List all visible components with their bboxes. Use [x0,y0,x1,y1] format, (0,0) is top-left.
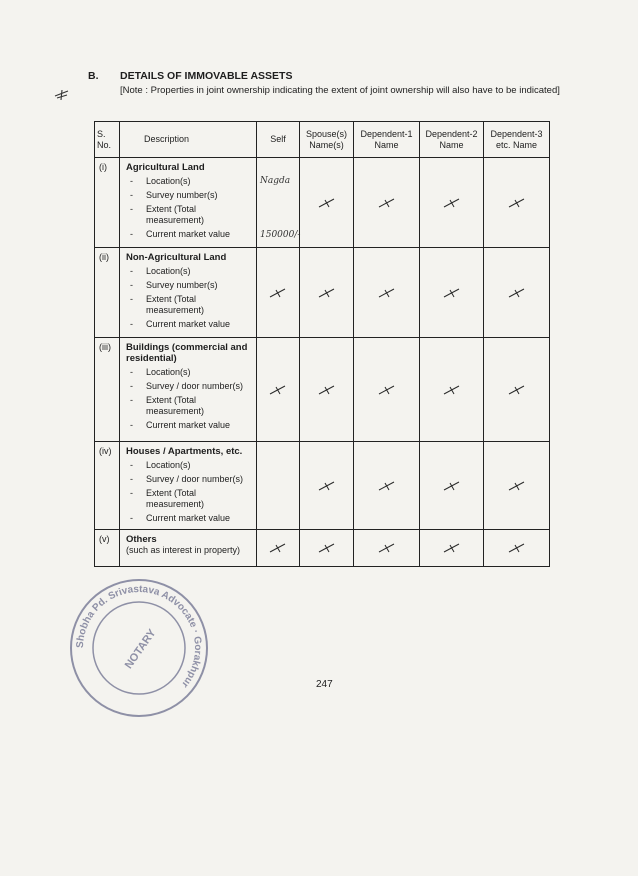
dash-mark-icon [267,382,289,398]
dependent-1-cell [354,158,420,248]
list-item: - Extent (Total measurement) [126,395,254,417]
dash-mark-icon [376,382,398,398]
header-description: Description [120,122,257,158]
immovable-assets-table [94,121,550,567]
list-item: - Location(s) [126,367,254,378]
list-item: - Current market value [126,229,254,240]
row-description [120,158,257,248]
dash-mark-icon [376,285,398,301]
list-item: - Extent (Total measurement) [126,294,254,316]
section-title: DETAILS OF IMMOVABLE ASSETS [120,70,293,82]
list-item: - Survey / door number(s) [126,381,254,392]
handwritten-value: 150000/- [260,230,301,240]
list-item: - Location(s) [126,176,254,187]
header-sno: S. No. [95,122,120,158]
dash-mark-icon [441,285,463,301]
dash-mark-icon [506,382,528,398]
page-number: 247 [316,679,333,690]
spouse-cell [300,248,354,338]
row-sno: (iv) [95,442,120,530]
row-sno: (v) [95,530,120,567]
row-description [120,442,257,530]
header-dependent-3: Dependent-3 etc. Name [484,122,550,158]
dependent-2-cell [420,442,484,530]
dash-mark-icon [441,382,463,398]
pen-mark-icon [54,86,70,102]
row-sno: (iii) [95,338,120,442]
dash-mark-icon [506,285,528,301]
row-category: Agricultural Land [126,162,205,173]
self-cell [257,338,300,442]
self-cell [257,530,300,567]
dash-mark-icon [316,540,338,556]
seal-inner-text: NOTARY [122,627,159,672]
row-sno: (ii) [95,248,120,338]
header-dependent-2: Dependent-2 Name [420,122,484,158]
list-item: - Location(s) [126,266,254,277]
table-row [95,442,550,530]
spouse-cell [300,338,354,442]
dependent-1-cell [354,248,420,338]
spouse-cell [300,530,354,567]
row-sno: (i) [95,158,120,248]
section-letter: B. [88,70,99,82]
handwritten-location: Nagda [260,176,291,186]
dependent-2-cell [420,158,484,248]
list-item: - Extent (Total measurement) [126,488,254,510]
dash-mark-icon [316,195,338,211]
row-category: Buildings (commercial and residential) [126,342,248,364]
list-item: - Location(s) [126,460,254,471]
dash-mark-icon [506,195,528,211]
header-dependent-1: Dependent-1 Name [354,122,420,158]
dependent-1-cell [354,530,420,567]
row-category: Non-Agricultural Land [126,252,227,263]
row-description [120,530,257,567]
row-category: Others [126,534,157,545]
table-row [95,248,550,338]
spouse-cell [300,158,354,248]
list-item: - Current market value [126,420,254,431]
dependent-1-cell [354,442,420,530]
list-item: - Current market value [126,513,254,524]
dash-mark-icon [441,540,463,556]
row-description [120,338,257,442]
dash-mark-icon [267,540,289,556]
dependent-1-cell [354,338,420,442]
list-item: - Survey / door number(s) [126,474,254,485]
section-note: [Note : Properties in joint ownership indicating the extent of joint ownership will also have to be indicated] [120,85,560,96]
dash-mark-icon [316,478,338,494]
table-row [95,530,550,567]
dash-mark-icon [267,285,289,301]
header-self: Self [257,122,300,158]
dash-mark-icon [316,382,338,398]
list-item: - Current market value [126,319,254,330]
row-category: Houses / Apartments, etc. [126,446,243,457]
dash-mark-icon [376,478,398,494]
list-item: - Survey number(s) [126,280,254,291]
dash-mark-icon [506,478,528,494]
dependent-3-cell [484,530,550,567]
self-cell [257,248,300,338]
table-header-row [95,122,550,158]
list-item: - Extent (Total measurement) [126,204,254,226]
self-cell [257,442,300,530]
dependent-2-cell [420,338,484,442]
spouse-cell [300,442,354,530]
dependent-3-cell [484,442,550,530]
dash-mark-icon [506,540,528,556]
dash-mark-icon [441,478,463,494]
self-cell [257,158,300,248]
table-row [95,338,550,442]
dependent-3-cell [484,338,550,442]
dash-mark-icon [316,285,338,301]
notary-seal-icon [64,573,214,723]
dependent-3-cell [484,158,550,248]
section-heading [88,70,292,82]
seal-outer-text: Shobha Pd. Srivastava Advocate · Gorakhpur [74,583,204,690]
dependent-3-cell [484,248,550,338]
dash-mark-icon [376,195,398,211]
dash-mark-icon [376,540,398,556]
list-item: - Survey number(s) [126,190,254,201]
row-description [120,248,257,338]
row-subtext: (such as interest in property) [126,545,241,555]
header-spouse: Spouse(s) Name(s) [300,122,354,158]
dependent-2-cell [420,248,484,338]
dependent-2-cell [420,530,484,567]
table-row [95,158,550,248]
dash-mark-icon [441,195,463,211]
